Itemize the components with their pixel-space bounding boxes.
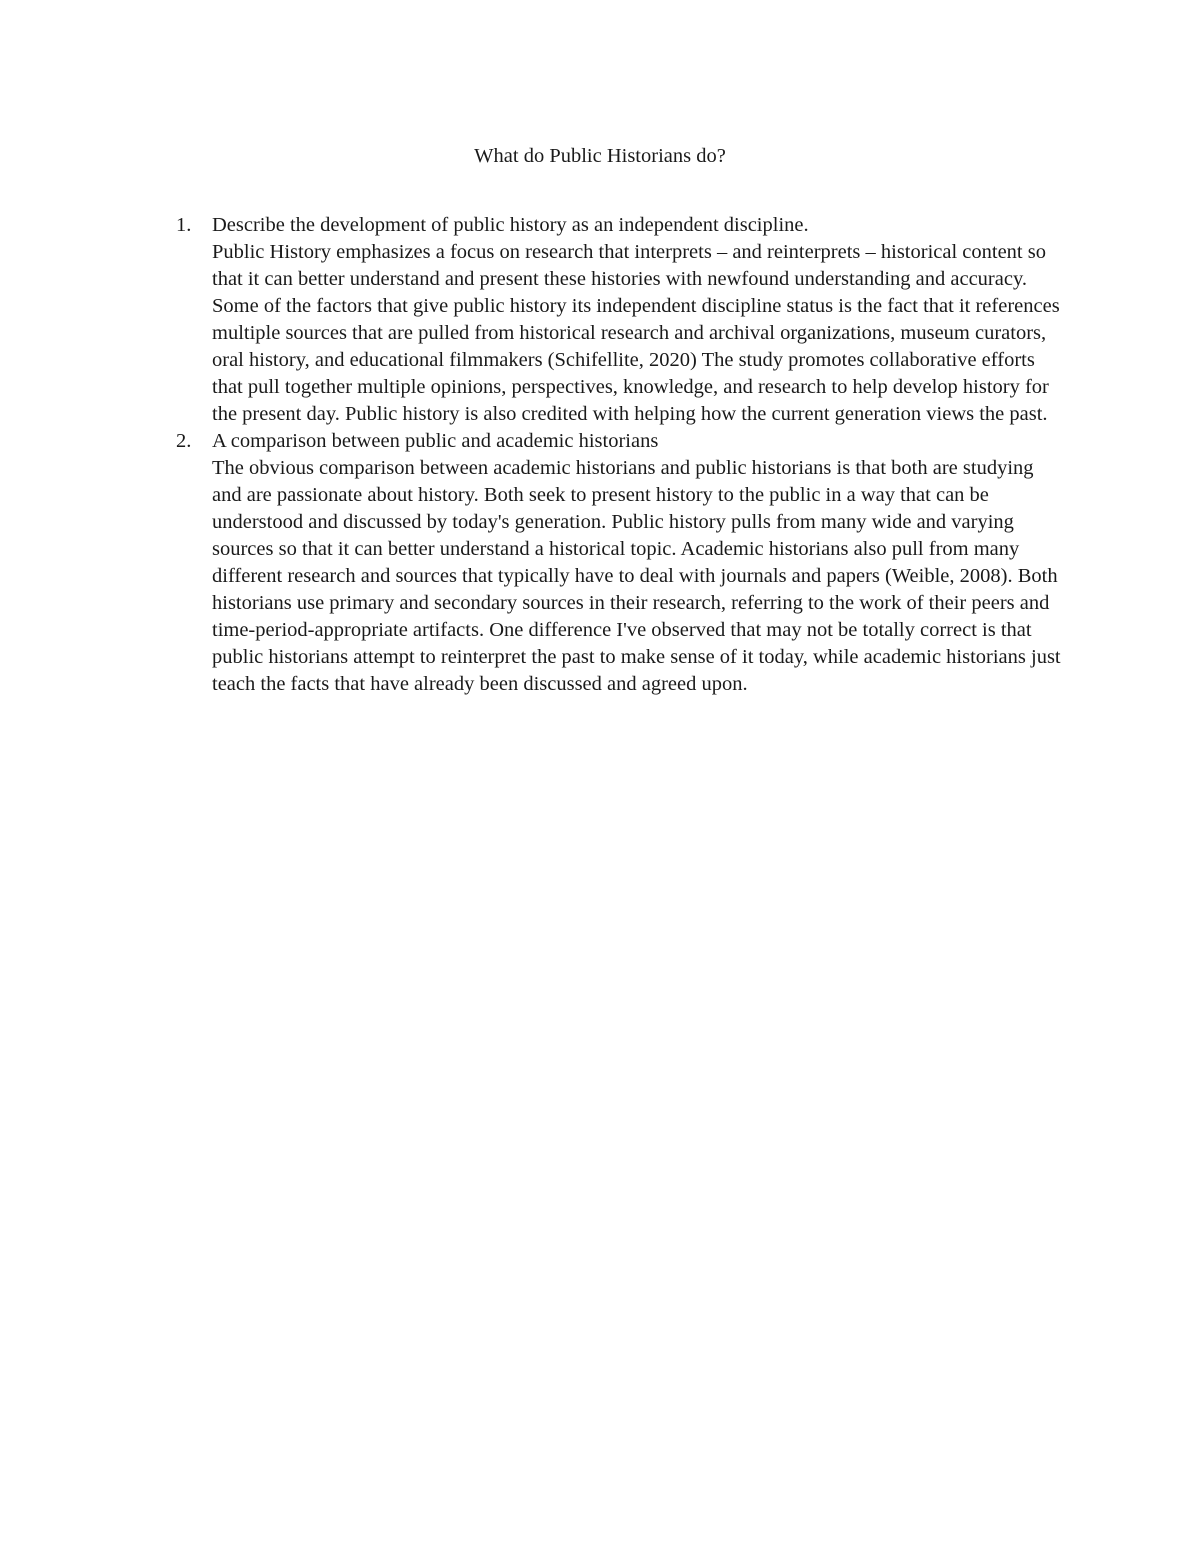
- item-question: A comparison between public and academic historians: [212, 430, 659, 452]
- item-number: 2.: [176, 430, 192, 452]
- list-item: [168, 212, 1068, 428]
- item-question: Describe the development of public history as an independent discipline.: [212, 214, 809, 236]
- list-item: [168, 428, 1068, 698]
- item-number: 1.: [176, 214, 192, 236]
- document-title: What do Public Historians do?: [474, 145, 726, 167]
- question-list: [168, 212, 1068, 698]
- item-answer: The obvious comparison between academic historians and public historians is that both are studying and are passionate about history. Both seek to present history to the public in a way that can be understood and discussed by today's generation. Public history pulls from many wide and varying sources so that it can better understand a historical topic. Academic historians also pull from many different research and sources that typically have to deal with journals and papers (Weible, 2008). Both historians use primary and secondary sources in their research, referring to the work of their peers and time-period-appropriate artifacts. One difference I've observed that may not be totally correct is that public historians attempt to reinterpret the past to make sense of it today, while academic historians just teach the facts that have already been discussed and agreed upon.: [212, 457, 1061, 695]
- item-answer: Public History emphasizes a focus on research that interprets – and reinterprets – historical content so that it can better understand and present these histories with newfound understanding and accuracy. Some of the factors that give public history its independent discipline status is the fact that it references multiple sources that are pulled from historical research and archival organizations, museum curators, oral history, and educational filmmakers (Schifellite, 2020) The study promotes collaborative efforts that pull together multiple opinions, perspectives, knowledge, and research to help develop history for the present day. Public history is also credited with helping how the current generation views the past.: [212, 241, 1060, 425]
